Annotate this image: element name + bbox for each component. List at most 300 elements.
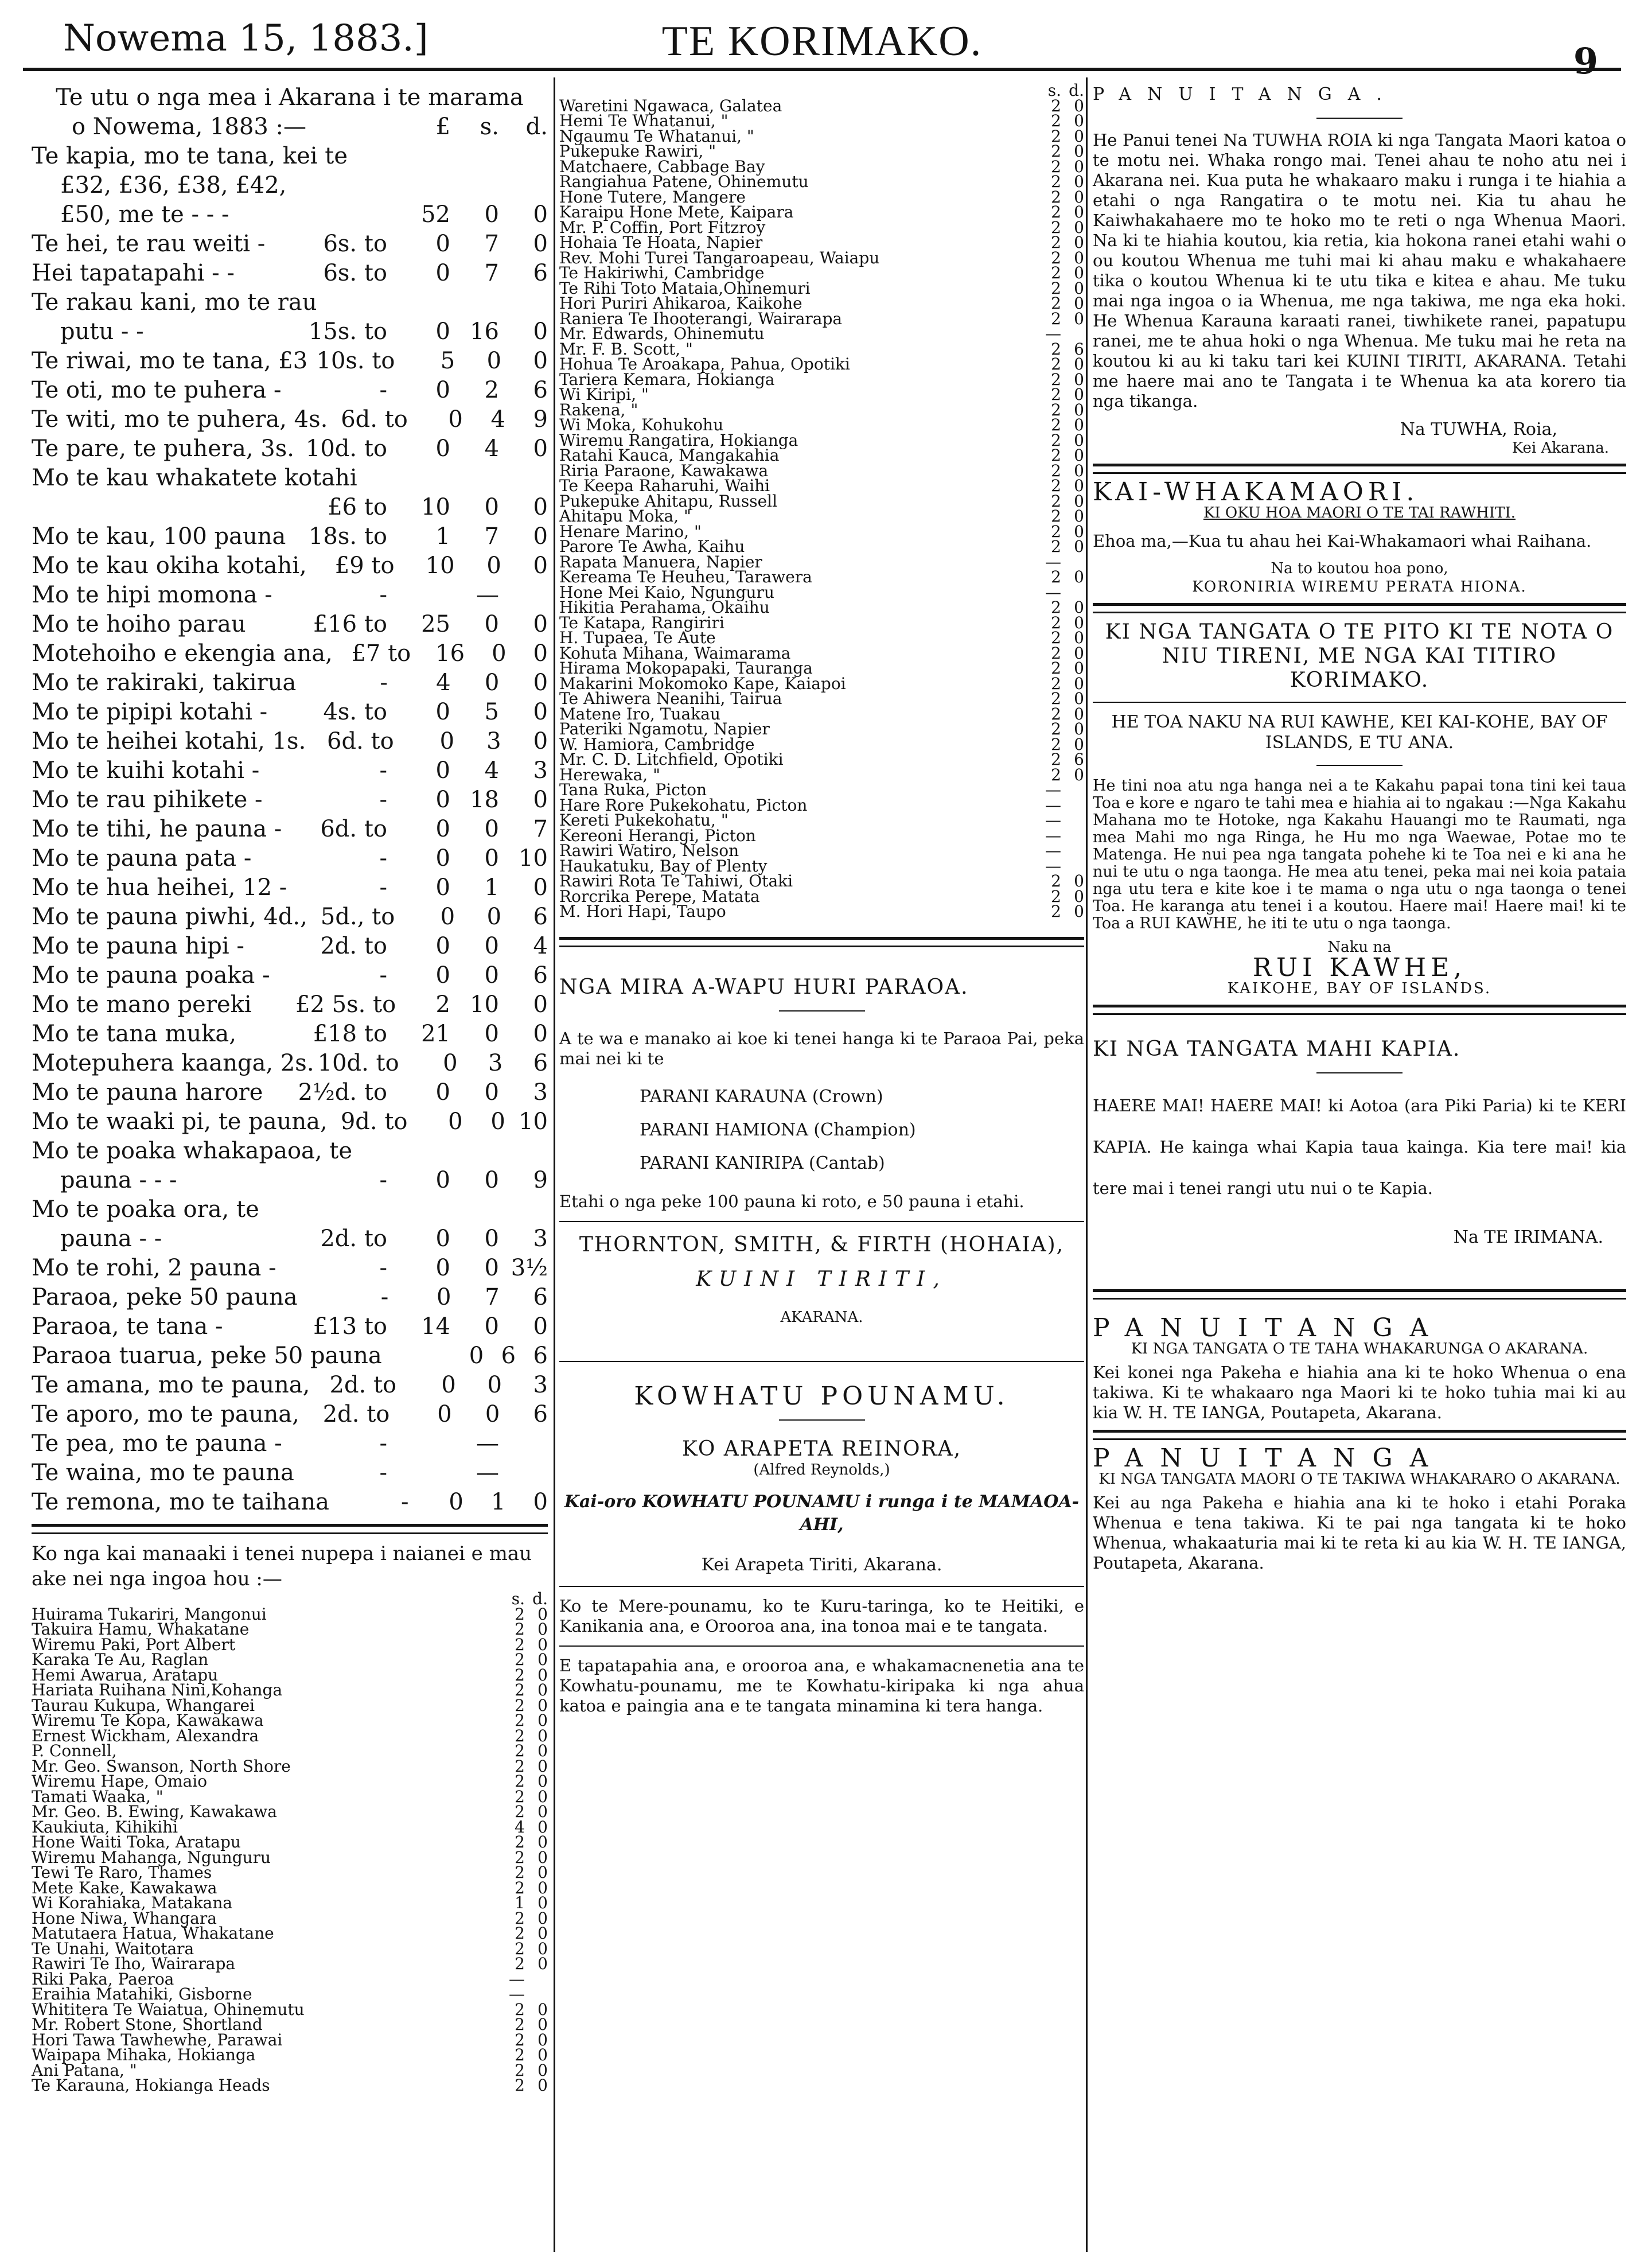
price-shillings: 0	[484, 670, 500, 696]
price-row	[32, 873, 548, 902]
subscriber-name: Hone Tutere, Mangere	[559, 187, 746, 207]
panui-2-body: Kei konei nga Pakeha e hiahia ana ki te hoko Whenua o ena takiwa. Ki te whakaaro nga Maori ki te hoko tuhia mai ki au kia W. H. TE IANGA, Poutapeta, Akarana.	[1093, 1363, 1626, 1422]
price-item: Mo te kau whakatete kotahi	[32, 465, 357, 491]
flour-ad-firm: THORNTON, SMITH, & FIRTH (HOHAIA),	[579, 1232, 1065, 1256]
subscriber-name: Hemi Te Whatanui, "	[559, 111, 728, 130]
gum-ad	[1093, 1038, 1626, 1249]
price-pence: 3	[533, 1372, 548, 1398]
subscriber-name: Hone Waiti Toka, Aratapu	[32, 1833, 241, 1851]
subscriber-name: Henare Marino, "	[559, 522, 702, 541]
subscriber-shillings: 1	[515, 1893, 525, 1912]
price-item: Te witi, mo te puhera, 4s.	[32, 406, 328, 433]
subscriber-pence: 0	[1074, 689, 1084, 708]
price-row	[32, 317, 548, 347]
price-row	[32, 639, 548, 668]
price-rate: £2 5s. to	[295, 991, 396, 1018]
subscriber-name: Riki Paka, Paeroa	[32, 1969, 174, 1989]
subscriber-pence: 0	[1074, 187, 1084, 207]
price-item: Te riwai, mo te tana, £3	[32, 348, 308, 374]
price-rows	[32, 142, 548, 1517]
subscriber-shillings: 2	[515, 1847, 525, 1867]
price-rate: -	[379, 1255, 387, 1281]
price-rate: £18 to	[313, 1021, 387, 1047]
price-shillings: 6	[501, 1343, 516, 1369]
price-row	[32, 142, 548, 171]
subscriber-name: Te Ahiwera Neanihi, Tairua	[559, 689, 782, 708]
subscriber-name: Karaka Te Au, Raglan	[32, 1650, 209, 1669]
price-pounds: 0	[440, 904, 455, 930]
price-rate: 2d. to	[320, 933, 387, 959]
subscriber-shillings: 2	[1051, 476, 1061, 495]
subscriber-pence: 0	[1074, 886, 1084, 906]
subscriber-pence: 0	[1074, 567, 1084, 586]
price-shillings: 0	[484, 611, 499, 637]
price-pence: 0	[533, 787, 548, 813]
price-row	[32, 756, 548, 785]
price-shillings: 16	[470, 318, 499, 345]
subscriber-name: Wi Kiripi, "	[559, 385, 649, 404]
price-item: Mo te waaki pi, te pauna,	[32, 1108, 328, 1135]
price-row	[32, 376, 548, 405]
divider	[559, 1361, 1084, 1362]
interpreter-ad-body: Ehoa ma,—Kua tu ahau hei Kai-Whakamaori whai Raihana.	[1093, 531, 1592, 551]
price-item: Mo te pipipi kotahi -	[32, 699, 268, 725]
flour-brand: PARANI KARAUNA (Crown)	[640, 1086, 883, 1107]
subscriber-shillings: 2	[1051, 643, 1061, 663]
price-item: Te pea, mo te pauna -	[32, 1430, 282, 1457]
subscriber-pence: 0	[537, 1741, 548, 1760]
price-shillings: —	[476, 1430, 499, 1457]
price-item: Mo te rau pihikete -	[32, 787, 263, 813]
subscriber-name: Hikitia Perahama, Okaihu	[559, 598, 770, 617]
subscriber-name: Mr. Robert Stone, Shortland	[32, 2015, 263, 2034]
price-pounds: 0	[439, 728, 455, 754]
subscriber-shillings: 2	[1051, 719, 1061, 738]
subscriber-pence: 0	[1074, 278, 1084, 298]
subscriber-pence: 0	[1074, 400, 1084, 419]
subscriber-name: Hirama Mokopapaki, Tauranga	[559, 659, 813, 678]
subscriber-shillings: 2	[1051, 537, 1061, 556]
subscriber-shillings: 2	[1051, 659, 1061, 678]
subscriber-name: Rawiri Watiro, Nelson	[559, 841, 739, 860]
price-row	[32, 1341, 548, 1371]
price-shillings: 0	[484, 1021, 499, 1047]
price-pence: 0	[533, 1021, 548, 1047]
subscriber-pence: 0	[1074, 446, 1084, 465]
price-row	[32, 1488, 548, 1517]
subscriber-shillings: 2	[1051, 415, 1061, 434]
subscriber-shillings: 2	[515, 1833, 525, 1851]
subscriber-shillings: 2	[515, 1924, 525, 1943]
price-row	[32, 1254, 548, 1283]
price-row	[32, 727, 548, 756]
subscriber-shillings: 2	[1051, 430, 1061, 450]
price-shillings: 7	[485, 1284, 500, 1310]
price-pence: 0	[533, 611, 548, 637]
subscriber-name: Pukepuke Ahitapu, Russell	[559, 491, 778, 511]
subscriber-shillings: 2	[1051, 674, 1061, 693]
subscriber-pence: 0	[1074, 96, 1084, 115]
greenstone-ad-name: KO ARAPETA REINORA,	[681, 1437, 962, 1461]
subscriber-shillings: 2	[515, 1695, 525, 1715]
price-rate: 6d. to	[327, 728, 394, 754]
subscriber-pence: 0	[1074, 872, 1084, 890]
price-row	[32, 1312, 548, 1341]
divider	[559, 1221, 1084, 1222]
price-shillings: 0	[484, 962, 499, 989]
price-rate: -	[379, 1167, 387, 1193]
price-item: Mo te rakiraki, takirua	[32, 670, 297, 696]
subscriber-pence: 0	[537, 1680, 548, 1699]
price-pence: 0	[533, 1313, 548, 1340]
subscriber-pence: 0	[537, 1756, 548, 1776]
price-shillings: 10	[470, 991, 499, 1018]
subscriber-name: Mr. Geo. B. Ewing, Kawakawa	[32, 1802, 277, 1821]
subscriber-shillings: 2	[515, 2045, 525, 2064]
price-list	[32, 83, 548, 1517]
subscriber-shillings: 2	[1051, 369, 1061, 389]
interpreter-ad-closing: Na to koutou hoa pono,	[1271, 560, 1448, 577]
subscriber-shillings: 2	[1051, 689, 1061, 708]
interpreter-ad-title: KAI-WHAKAMAORI.	[1093, 477, 1419, 507]
price-pence: 9	[533, 406, 548, 433]
subscriber-name: M. Hori Hapi, Taupo	[559, 902, 726, 921]
price-rate: -	[379, 582, 387, 608]
panui-1-body: He Panui tenei Na TUWHA ROIA ki nga Tangata Maori katoa o te motu nei. Whaka rongo mai. Tenei ahau te noho atu nei i Akarana nei. Kua puta he whakaaro maku i runga i te hiahia a etahi o nga Rangatira o te motu nei. Kia tu ahau he Kaiwhakahaere mo te hoko mo te reti o nga Whenua Maori. Na ki te hiahia koutou, kia retia, kia hokona ranei etahi wahi o ou koutou Whenua me tuhi mai ki ahau maku e whakahaere tika o koutou Whenua ki te utu tika e kitea e ahau. Me tuku mai nga ingoa o ia Whenua, me nga takiwa, me nga eka hoki. He Whenua Karauna karaati ranei, tiwhikete ranei, papatupu ranei, me te ahua hoki o nga Whenua. Me tuku mai he reta na koutou ki au ki taku tari kei KUINI TIRITI, AKARANA. Tetahi me haere mai ano te Tangata i te Whenua ka ata korero tia nga tikanga.	[1093, 130, 1626, 411]
subscriber-pence: 0	[1074, 355, 1084, 374]
subscriber-name: Hone Niwa, Whangara	[32, 1908, 217, 1928]
subscriber-shillings: 2	[1051, 613, 1061, 632]
price-row	[32, 668, 548, 698]
subscriber-name: Te Katapa, Rangiriri	[559, 613, 724, 632]
price-rate: 6d. to	[320, 816, 387, 842]
price-item: £50, me te - - -	[60, 201, 229, 228]
subscriber-pence: 0	[537, 1817, 548, 1837]
price-rate: £6 to	[328, 494, 387, 520]
subscriber-name: Ernest Wickham, Alexandra	[32, 1726, 259, 1745]
greenstone-ad-name-en: (Alfred Reynolds,)	[753, 1461, 890, 1479]
flour-brand: PARANI KANIRIPA (Cantab)	[640, 1153, 885, 1173]
coffee-ad-body: He tini noa atu nga hanga nei a te Kakahu papai tona tini kei taua Toa e kore e ngaro te tahi mea e hiahia ai to ngakau :—Nga Kakahu Mahana mo te Hotoke, nga Kakahu Hauangi mo te Raumati, nga mea Mahi mo nga Ringa, he Hu mo nga Waewae, Potae mo te Matenga. He nui pea nga tangata pohehe ki te Toa nei e ki ana he nui te utu o nga taonga. He mea atu tenei, peka mai nei koia pataia nga utu tera e kite koe i te mama o nga utu o nga taonga o tenei Toa. He karanga atu tenei i a koutou. Haere mai! Haere mai! ki te Toa a RUI KAWHE, he iti te utu o nga taonga.	[1093, 777, 1626, 932]
subscriber-shillings: 2	[1051, 461, 1061, 480]
subscriber-pence: 0	[1074, 111, 1084, 130]
subscriber-pence: 0	[537, 1620, 548, 1639]
price-rate: -	[379, 787, 387, 813]
subscriber-shillings: 2	[1051, 96, 1061, 115]
subscriber-name: Rawiri Rota Te Tahiwi, Otaki	[559, 872, 793, 890]
price-item: Mo te kau okiha kotahi,	[32, 553, 307, 579]
subscriber-name: Raniera Te Ihooterangi, Wairarapa	[559, 309, 843, 328]
subscriber-shillings: 2	[1051, 126, 1061, 146]
subscriber-pence: 0	[1074, 217, 1084, 237]
subscriber-name: Eraihia Matahiki, Gisborne	[32, 1985, 252, 2004]
flour-ad-title: NGA MIRA A-WAPU HURI PARAOA.	[559, 975, 969, 999]
price-item: Mo te pauna pata -	[32, 845, 252, 872]
price-pounds: 0	[435, 933, 450, 959]
subscriber-shillings: —	[1045, 795, 1061, 815]
column-rule-1	[554, 77, 555, 2252]
subscriber-name: Pukepuke Rawiri, "	[559, 142, 716, 161]
price-shillings: 7	[484, 260, 499, 286]
subscriber-shillings: 2	[1051, 491, 1061, 511]
divider	[1316, 1072, 1403, 1073]
price-pounds: 0	[435, 787, 450, 813]
newspaper-title: TE KORIMAKO.	[661, 18, 983, 65]
price-pence: 0	[533, 201, 548, 228]
price-item: Te oti, mo te puhera -	[32, 377, 282, 403]
panui-3-sub: KI NGA TANGATA MAORI O TE TAKIWA WHAKARARO O AKARANA.	[1098, 1470, 1620, 1488]
subscriber-shillings: 2	[1051, 157, 1061, 176]
subscriber-name: Wiremu Te Kopa, Kawakawa	[32, 1711, 264, 1730]
price-item: £32, £36, £38, £42,	[60, 172, 287, 199]
heavy-rule-2	[559, 937, 1084, 947]
subscriber-name: Matutaera Hatua, Whakatane	[32, 1924, 274, 1943]
price-shillings: 0	[484, 1226, 499, 1252]
subscriber-pence: 0	[537, 1711, 548, 1730]
subscriber-shillings: 2	[1051, 278, 1061, 298]
price-pounds: 0	[437, 1401, 452, 1427]
subscriber-name: Mete Kake, Kawakawa	[32, 1878, 217, 1897]
subscriber-shillings: 2	[1051, 507, 1061, 526]
subscriber-shillings: 2	[515, 1999, 525, 2019]
price-rate: -	[379, 845, 387, 872]
subscriber-name: Mr. Edwards, Ohinemutu	[559, 324, 765, 343]
subscriber-shillings: 2	[1051, 750, 1061, 769]
price-pence: 6	[533, 1343, 548, 1369]
price-item: Mo te kuihi kotahi -	[32, 757, 260, 784]
subscriber-pence: 0	[537, 1695, 548, 1715]
flour-brand: PARANI HAMIONA (Champion)	[640, 1119, 916, 1140]
price-rate: £13 to	[313, 1313, 387, 1340]
panui-3-body: Kei au nga Pakeha e hiahia ana ki te hoko i etahi Poraka Whenua e tena takiwa. Ki te pai nga tangata ki te hoko Whenua, whakaaturia mai ki te reta ki au kia W. H. TE IANGA, Poutapeta, Akarana.	[1093, 1493, 1626, 1573]
heavy-rule-6	[1093, 1289, 1626, 1300]
subscriber-pence: 0	[537, 2076, 548, 2095]
subscriber-name: Wi Korahiaka, Matakana	[32, 1893, 233, 1912]
subscriber-name: Huirama Tukariri, Mangonui	[32, 1604, 267, 1624]
subscriber-pence: 6	[1074, 339, 1084, 359]
subscriber-pence: 0	[1074, 157, 1084, 176]
flour-ad-note: Etahi o nga peke 100 pauna ki roto, e 50 pauna i etahi.	[559, 1191, 1024, 1211]
panui-2-title: PANUITANGA	[1093, 1313, 1446, 1343]
price-pounds: 0	[469, 1343, 484, 1369]
price-list-title-row	[32, 112, 548, 142]
divider	[1316, 765, 1403, 766]
greenstone-ad-title: KOWHATU POUNAMU.	[634, 1381, 1010, 1411]
price-pounds: 0	[435, 260, 450, 286]
price-pounds: 0	[435, 318, 450, 345]
subscriber-pence: 0	[537, 1908, 548, 1928]
subscriber-shillings: 2	[515, 1741, 525, 1760]
subscriber-shillings: 2	[1051, 765, 1061, 784]
price-pounds: 0	[441, 1372, 456, 1398]
heavy-rule-5	[1093, 1005, 1626, 1015]
price-pounds: 0	[435, 699, 450, 725]
subscriber-name: Pateriki Ngamotu, Napier	[559, 719, 770, 738]
heavy-rule	[32, 1524, 548, 1534]
price-item: Hei tapatapahi - -	[32, 260, 235, 286]
subscriber-name: Kereama Te Heuheu, Tarawera	[559, 567, 812, 586]
price-item: Mo te hoiho parau	[32, 611, 246, 637]
price-pence: 3	[533, 1079, 548, 1106]
price-pence: 0	[533, 553, 548, 579]
price-rate: -	[379, 757, 387, 784]
issue-date: Nowema 15, 1883.]	[63, 17, 428, 60]
price-pence: 6	[533, 1284, 548, 1310]
price-pounds: 0	[435, 1255, 450, 1281]
subscriber-shillings: —	[1045, 324, 1061, 343]
subscriber-pence: 0	[1074, 248, 1084, 267]
subscriber-pence: 0	[1074, 415, 1084, 434]
subscriber-pence: 0	[1074, 476, 1084, 495]
subscriber-name: Kereti Pukekohatu, "	[559, 811, 728, 830]
panui-1	[1093, 83, 1626, 457]
price-pounds: 0	[443, 1050, 458, 1076]
subscriber-shillings: —	[509, 1969, 525, 1989]
price-item: Te amana, mo te pauna,	[32, 1372, 310, 1398]
price-row	[32, 932, 548, 961]
flour-brands	[640, 1080, 1084, 1180]
subscriber-name: Te Keepa Raharuhi, Waihi	[559, 476, 770, 495]
subscriber-pence: 0	[537, 1787, 548, 1806]
price-item: Paraoa, peke 50 pauna	[32, 1284, 298, 1310]
price-row	[32, 902, 548, 932]
subscribers-intro: Ko nga kai manaaki i tenei nupepa i naianei e mau ake nei nga ingoa hou :—	[32, 1542, 532, 1590]
subscriber-name: Tana Ruka, Picton	[559, 780, 707, 799]
price-row	[32, 1107, 548, 1137]
price-pence: 0	[533, 640, 548, 667]
greenstone-ad-trade: Kai-oro KOWHATU POUNAMU i runga i te MAMAOA-AHI,	[564, 1491, 1080, 1535]
d-head-2: d.	[1069, 81, 1084, 100]
gum-ad-body: HAERE MAI! HAERE MAI! ki Aotoa (ara Piki Paria) ki te KERI KAPIA. He kainga whai Kapia taua kainga. Kia tere mai! kia tere mai i tenei rangi utu nui o te Kapia.	[1093, 1096, 1626, 1198]
subscriber-shillings: 2	[515, 1908, 525, 1928]
price-shillings: 0	[484, 933, 499, 959]
subscriber-shillings: —	[1045, 811, 1061, 830]
price-shillings: 7	[484, 523, 499, 550]
flour-ad-street: KUINI TIRITI,	[696, 1267, 948, 1291]
subscriber-shillings: 2	[1051, 628, 1061, 647]
price-pounds: 1	[435, 523, 450, 550]
flour-ad-city: AKARANA.	[780, 1308, 863, 1326]
price-pounds: 0	[435, 231, 450, 257]
subscriber-shillings: 2	[515, 1604, 525, 1624]
coffee-ad	[1093, 620, 1626, 998]
subscriber-name: Ratahi Kauca, Mangakahia	[559, 446, 780, 465]
shillings-head: s.	[480, 114, 499, 140]
subscriber-row	[559, 904, 1084, 920]
price-item: Te remona, mo te taihana	[32, 1489, 329, 1515]
price-row	[32, 815, 548, 844]
price-pounds: 10	[421, 494, 450, 520]
price-item: Mo te heihei kotahi, 1s.	[32, 728, 306, 754]
gum-ad-title: KI NGA TANGATA MAHI KAPIA.	[1093, 1037, 1461, 1061]
subscriber-pence: 0	[1074, 613, 1084, 632]
subscriber-name: Matene Iro, Tuakau	[559, 704, 720, 723]
subscriber-name: Mr. P. Coffin, Port Fitzroy	[559, 217, 766, 237]
price-shillings: 0	[486, 553, 501, 579]
price-pence: 0	[533, 231, 548, 257]
pounds-head: £	[435, 114, 450, 140]
price-item: Te pare, te puhera, 3s.	[32, 435, 294, 462]
price-shillings: 3	[488, 1050, 503, 1076]
price-pence: 6	[533, 377, 548, 403]
subscriber-shillings: 2	[1051, 567, 1061, 586]
price-pence: 6	[533, 962, 548, 989]
price-item: Mo te tihi, he pauna -	[32, 816, 282, 842]
price-pounds: 25	[421, 611, 450, 637]
subscriber-shillings: 4	[515, 1817, 525, 1837]
subscriber-name: Karaipu Hone Mete, Kaipara	[559, 203, 794, 221]
subscriber-shillings: 2	[515, 1802, 525, 1821]
subscriber-pence: 0	[1074, 659, 1084, 678]
price-row	[32, 347, 548, 376]
subscriber-pence: 0	[1074, 765, 1084, 784]
subscribers-list-2	[559, 83, 1084, 920]
subscriber-pence: 0	[537, 1847, 548, 1867]
subscriber-name: Te Hakiriwhi, Cambridge	[559, 263, 765, 282]
panui-3-title: PANUITANGA	[1093, 1444, 1446, 1473]
subscriber-rows-1	[32, 1604, 548, 2095]
price-row	[32, 229, 548, 259]
subscriber-pence: 0	[1074, 142, 1084, 161]
subscriber-pence: 0	[1074, 628, 1084, 647]
subscriber-name: Wiremu Rangatira, Hokianga	[559, 430, 798, 450]
price-row	[32, 171, 548, 200]
price-row	[32, 844, 548, 873]
subscriber-name: Te Rihi Toto Mataia,Ohinemuri	[559, 278, 811, 298]
subscriber-pence: 0	[1074, 704, 1084, 723]
price-shillings: 0	[485, 1401, 500, 1427]
page-number: 9	[1573, 40, 1598, 82]
price-pounds: 0	[435, 757, 450, 784]
price-rate: 5d., to	[320, 904, 395, 930]
price-shillings: 0	[487, 1372, 502, 1398]
panui-2-sub: KI NGA TANGATA O TE TAHA WHAKARUNGA O AKARANA.	[1131, 1340, 1588, 1357]
subscriber-shillings: 2	[515, 1726, 525, 1745]
subscriber-name: Tariera Kemara, Hokianga	[559, 369, 775, 389]
subscriber-name: W. Hamiora, Cambridge	[559, 734, 755, 754]
price-item: Te waina, mo te pauna	[32, 1460, 294, 1486]
price-pounds: 16	[435, 640, 465, 667]
price-rate: 6s. to	[323, 260, 387, 286]
panui-3	[1093, 1444, 1626, 1573]
price-row	[32, 551, 548, 581]
price-rate: 18s. to	[308, 523, 387, 550]
price-pence: 3	[533, 757, 548, 784]
price-pounds: 5	[440, 348, 455, 374]
subscriber-shillings: —	[509, 1985, 525, 2004]
price-shillings: 0	[484, 1167, 499, 1193]
subscriber-pence: 0	[537, 2015, 548, 2034]
subscriber-shillings: 2	[1051, 111, 1061, 130]
subscriber-pence: 0	[537, 1939, 548, 1958]
price-item: Te kapia, mo te tana, kei te	[32, 143, 348, 169]
price-row	[32, 581, 548, 610]
divider	[1316, 118, 1403, 119]
subscriber-pence: 0	[1074, 172, 1084, 191]
price-pence: 10	[519, 1108, 548, 1135]
panui-1-title: PANUITANGA.	[1093, 84, 1398, 104]
subscriber-pence: 0	[537, 1924, 548, 1943]
price-shillings: 0	[484, 1255, 499, 1281]
subscriber-shillings: 2	[515, 1650, 525, 1669]
price-pounds: 0	[435, 1167, 450, 1193]
subscriber-name: Hohua Te Aroakapa, Pahua, Opotiki	[559, 355, 850, 374]
price-rate: -	[379, 962, 387, 989]
price-rate: -	[380, 1284, 389, 1310]
subscriber-name: Te Karauna, Hokianga Heads	[32, 2076, 270, 2095]
gum-ad-signature: Na TE IRIMANA.	[1453, 1227, 1603, 1247]
price-pence: 0	[533, 699, 548, 725]
